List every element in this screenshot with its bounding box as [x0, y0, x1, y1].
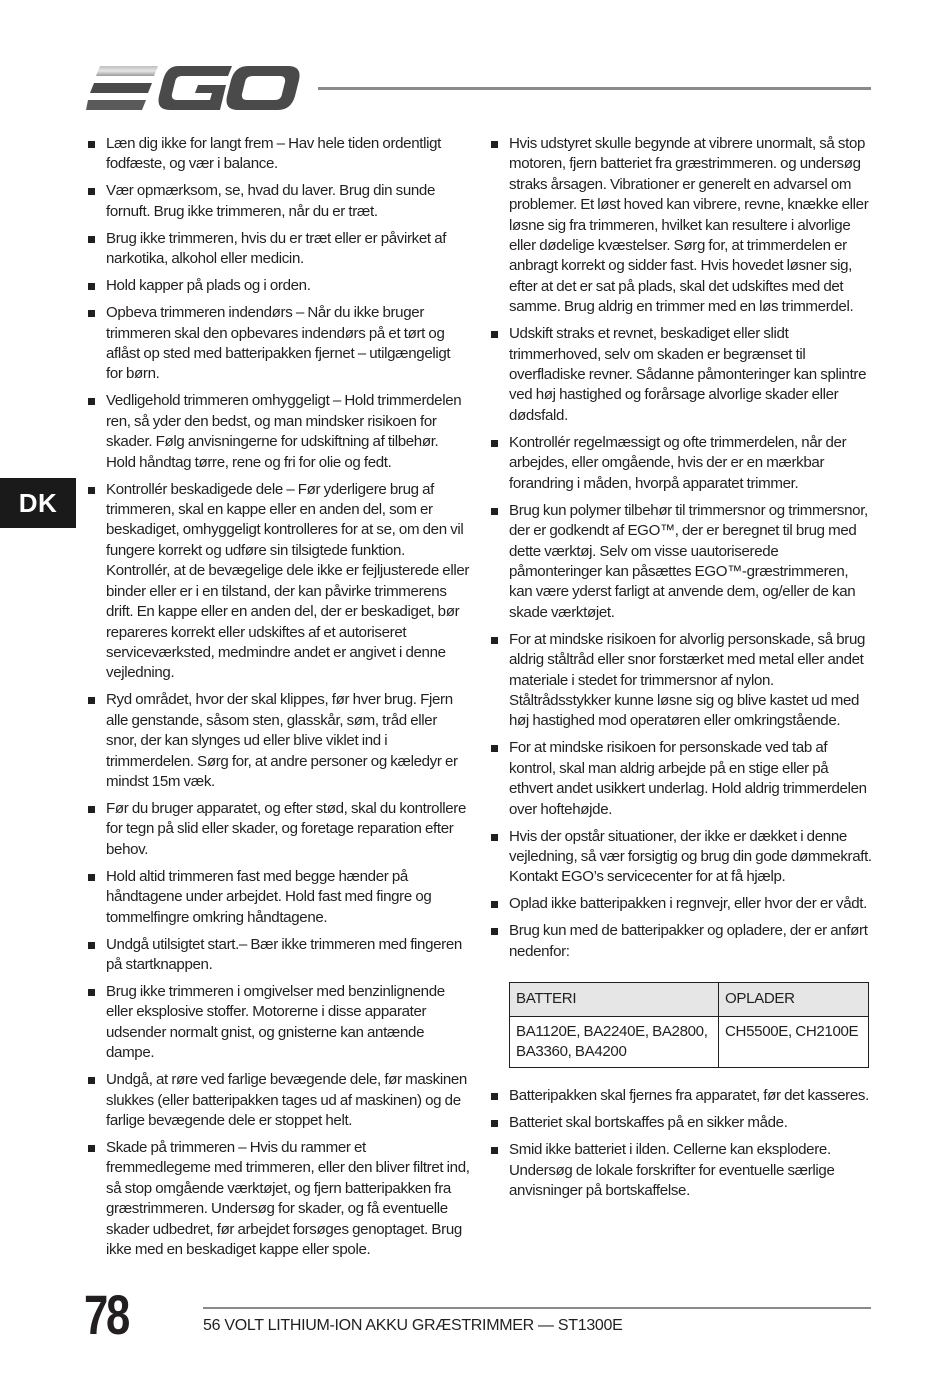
- bullet-icon: [88, 398, 95, 405]
- footer-rule: [203, 1307, 871, 1309]
- bullet-icon: [491, 440, 498, 447]
- list-item-text: Batteriet skal bortskaffes på en sikker måde.: [509, 1114, 788, 1132]
- list-item-text: Skade på trimmeren – Hvis du rammer et fremmedlegeme med trimmeren, eller den bliver filtret ind, så stop omgående værktøjet, og fjern batteripakken fra græstrimmeren. Undersøg for skader, og få eventuelle skader udbedret, før arbejdet forsøges genoptaget. Brug ikke med en beskadiget kappe eller spole.: [106, 1139, 470, 1259]
- list-item: [88, 867, 470, 928]
- table-row: [510, 1016, 869, 1068]
- list-item-text: Læn dig ikke for langt frem – Hav hele tiden ordentligt fodfæste, og vær i balance.: [106, 135, 442, 173]
- left-bullet-list: [88, 134, 470, 1260]
- bullet-icon: [88, 236, 95, 243]
- list-item: [88, 229, 470, 270]
- list-item: [88, 935, 470, 976]
- list-item-text: Undgå, at røre ved farlige bevægende dele, før maskinen slukkes (eller batteripakken tages ud af maskinen) og de farlige bevægende dele er stoppet helt.: [106, 1071, 467, 1129]
- left-column: [88, 134, 470, 1267]
- list-item: [491, 501, 873, 623]
- list-item-text: Kontrollér regelmæssigt og ofte trimmerdelen, når der arbejdes, eller omgående, hvis der er en mærkbar forandring i måden, hvorpå apparatet trimmer.: [509, 433, 847, 492]
- table-cell-batteries: BA1120E, BA2240E, BA2800, BA3360, BA4200: [510, 1016, 719, 1068]
- bullet-icon: [88, 697, 95, 704]
- table-header-charger: OPLADER: [719, 983, 869, 1016]
- ego-logo: [86, 62, 300, 114]
- list-item: [88, 1070, 470, 1131]
- list-item-text: Udskift straks et revnet, beskadiget eller slidt trimmerhoved, selv om skaden er begrænset til overfladiske revner. Sådanne påmonteringer kan splintre ved høj hastighed og forårsage alvorlige skader eller dødsfald.: [509, 325, 867, 424]
- bullet-icon: [88, 1145, 95, 1152]
- list-item: [491, 324, 873, 426]
- list-item: [88, 134, 470, 175]
- bullet-icon: [491, 508, 498, 515]
- bullet-icon: [491, 1147, 498, 1154]
- list-item-text: Undgå utilsigtet start.– Bær ikke trimmeren med fingeren på startknappen.: [106, 935, 462, 973]
- list-item-text: Brug ikke trimmeren, hvis du er træt eller er påvirket af narkotika, alkohol eller medicin.: [106, 229, 447, 268]
- list-item: [491, 894, 873, 914]
- list-item-text: Brug kun polymer tilbehør til trimmersnor og trimmersnor, der er godkendt af EGO™, der er beregnet til brug med dette værktøj. Selv om visse uautoriserede påmonteringer kan påsættes EGO™-græstrimmeren, kan være yderst farligt at anvende dem, og/eller de kan skade værktøjet.: [509, 501, 868, 621]
- bullet-icon: [88, 1077, 95, 1084]
- bullet-icon: [491, 1120, 498, 1127]
- list-item: [88, 276, 470, 296]
- battery-charger-table: [509, 982, 869, 1068]
- right-bullet-list-bottom: [491, 1086, 873, 1201]
- bullet-icon: [491, 1093, 498, 1100]
- list-item-text: Hold altid trimmeren fast med begge hænder på håndtagene under arbejdet. Hold fast med fingre og tommelfingre omkring håndtagene.: [106, 867, 432, 926]
- list-item-text: Hvis der opstår situationer, der ikke er dækket i denne vejledning, så vær forsigtig og brug din gode dømmekraft. Kontakt EGO’s servicecenter for at få hjælp.: [509, 827, 872, 886]
- bullet-icon: [491, 637, 498, 644]
- list-item: [88, 480, 470, 684]
- list-item: [88, 1138, 470, 1260]
- list-item: [88, 799, 470, 860]
- list-item-text: Hold kapper på plads og i orden.: [106, 277, 311, 295]
- list-item-text: Brug kun med de batteripakker og opladere, der er anført nedenfor:: [509, 922, 868, 960]
- list-item-text: Kontrollér beskadigede dele – Før yderligere brug af trimmeren, skal en kappe eller en anden del, som er beskadiget, omhyggeligt kontrolleres for at se, om den vil fungere korrekt og udføre sin tilsigtede funktion. Kontrollér, at de bevægelige dele ikke er fejljusterede eller binder eller er i en tilstand, der kan påvirke trimmerens drift. En kappe eller en anden del, der er beskadiget, bør repareres korrekt eller udskiftes af et autoriseret serviceværksted, medmindre andet er angivet i denne vejledning.: [106, 480, 470, 682]
- list-item: [491, 827, 873, 888]
- page-number: 78: [84, 1283, 128, 1346]
- bullet-icon: [491, 141, 498, 148]
- bullet-icon: [88, 310, 95, 317]
- table-header-row: [510, 983, 869, 1016]
- list-item-text: Batteripakken skal fjernes fra apparatet, før det kasseres.: [509, 1087, 869, 1105]
- list-item: [88, 181, 470, 222]
- list-item: [491, 738, 873, 820]
- footer-title: 56 VOLT LITHIUM-ION AKKU GRÆSTRIMMER — ST1300E: [203, 1317, 623, 1334]
- list-item-text: For at mindske risikoen for personskade ved tab af kontrol, skal man aldrig arbejde på en stige eller på ethvert andet usikkert underlag. Hold aldrig trimmerdelen over hoftehøjde.: [509, 739, 867, 818]
- list-item-text: Ryd området, hvor der skal klippes, før hver brug. Fjern alle genstande, såsom sten, glasskår, søm, tråd eller snor, der kan slynges ud eller blive viklet ind i trimmerdelen. Sørg for, at andre personer og kæledyr er mindst 15m væk.: [106, 691, 458, 790]
- table-cell-chargers: CH5500E, CH2100E: [719, 1016, 869, 1068]
- list-item: [491, 1140, 873, 1201]
- list-item-text: Oplad ikke batteripakken i regnvejr, eller hvor der er vådt.: [509, 895, 867, 913]
- list-item-text: Før du bruger apparatet, og efter stød, skal du kontrollere for tegn på slid eller skader, og foretage reparation efter behov.: [106, 799, 466, 858]
- logo-letter-o: [226, 66, 299, 110]
- bullet-icon: [88, 942, 95, 949]
- list-item-text: Smid ikke batteriet i ilden. Cellerne kan eksplodere. Undersøg de lokale forskrifter for eventuelle særlige anvisninger på bortskaffelse.: [509, 1141, 835, 1200]
- header-rule: [318, 87, 871, 90]
- bullet-icon: [88, 141, 95, 148]
- list-item-text: Hvis udstyret skulle begynde at vibrere unormalt, så stop motoren, fjern batteriet fra græstrimmeren. og undersøg straks årsagen. Vibrationer er generelt en advarsel om problemer. Et løst hoved kan vibrere, revne, knække eller løsne sig fra trimmeren, hvilket kan resultere i alvorlige eller dødelige kvæstelser. Sørg for, at trimmerdelen er anbragt korrekt og sidder fast. Hvis hovedet løsner sig, efter at det er sat på plads, skal det udskiftes med det samme. Brug aldrig en trimmer med en løs trimmerdel.: [509, 135, 869, 316]
- list-item-text: Opbeva trimmeren indendørs – Når du ikke bruger trimmeren skal den opbevares indendørs på et tørt og aflåst op sted med batteripakken fjernet – utilgængeligt for børn.: [106, 304, 451, 383]
- list-item: [491, 134, 873, 318]
- logo-letter-e: [86, 66, 158, 110]
- bullet-icon: [88, 487, 95, 494]
- bullet-icon: [491, 331, 498, 338]
- bullet-icon: [88, 806, 95, 813]
- language-tab: DK: [0, 478, 76, 528]
- list-item: [88, 982, 470, 1064]
- list-item: [491, 630, 873, 732]
- list-item: [491, 433, 873, 494]
- logo-letter-g: [158, 66, 232, 110]
- list-item: [88, 303, 470, 385]
- list-item: [491, 1113, 873, 1133]
- bullet-icon: [491, 834, 498, 841]
- list-item: [88, 391, 470, 473]
- right-bullet-list-top: [491, 134, 873, 962]
- bullet-icon: [88, 874, 95, 881]
- bullet-icon: [491, 745, 498, 752]
- bullet-icon: [88, 188, 95, 195]
- bullet-icon: [88, 989, 95, 996]
- bullet-icon: [88, 283, 95, 290]
- list-item-text: For at mindske risikoen for alvorlig personskade, så brug aldrig ståltråd eller snor forstærket med metal eller andet materiale i stedet for trimmersnor af nylon. Ståltrådsstykker kunne løsne sig og blive kastet ud med høj hastighed mod operatøren eller omkringstående.: [509, 630, 866, 730]
- right-column: [491, 134, 873, 1208]
- list-item-text: Brug ikke trimmeren i omgivelser med benzinlignende eller eksplosive stoffer. Motorerne i disse apparater udsender normalt gnist, og gnisterne kan antænde dampe.: [106, 982, 445, 1062]
- list-item: [491, 921, 873, 962]
- list-item: [491, 1086, 873, 1106]
- bullet-icon: [491, 928, 498, 935]
- table-header-battery: BATTERI: [510, 983, 719, 1016]
- list-item-text: Vedligehold trimmeren omhyggeligt – Hold trimmerdelen ren, så yder den bedst, og man mindsker risikoen for skader. Følg anvisningerne for udskiftning af tilbehør. Hold håndtag tørre, rene og fri for olie og fedt.: [106, 392, 462, 471]
- list-item-text: Vær opmærksom, se, hvad du laver. Brug din sunde fornuft. Brug ikke trimmeren, når du er træt.: [106, 182, 436, 220]
- bullet-icon: [491, 901, 498, 908]
- list-item: [88, 690, 470, 792]
